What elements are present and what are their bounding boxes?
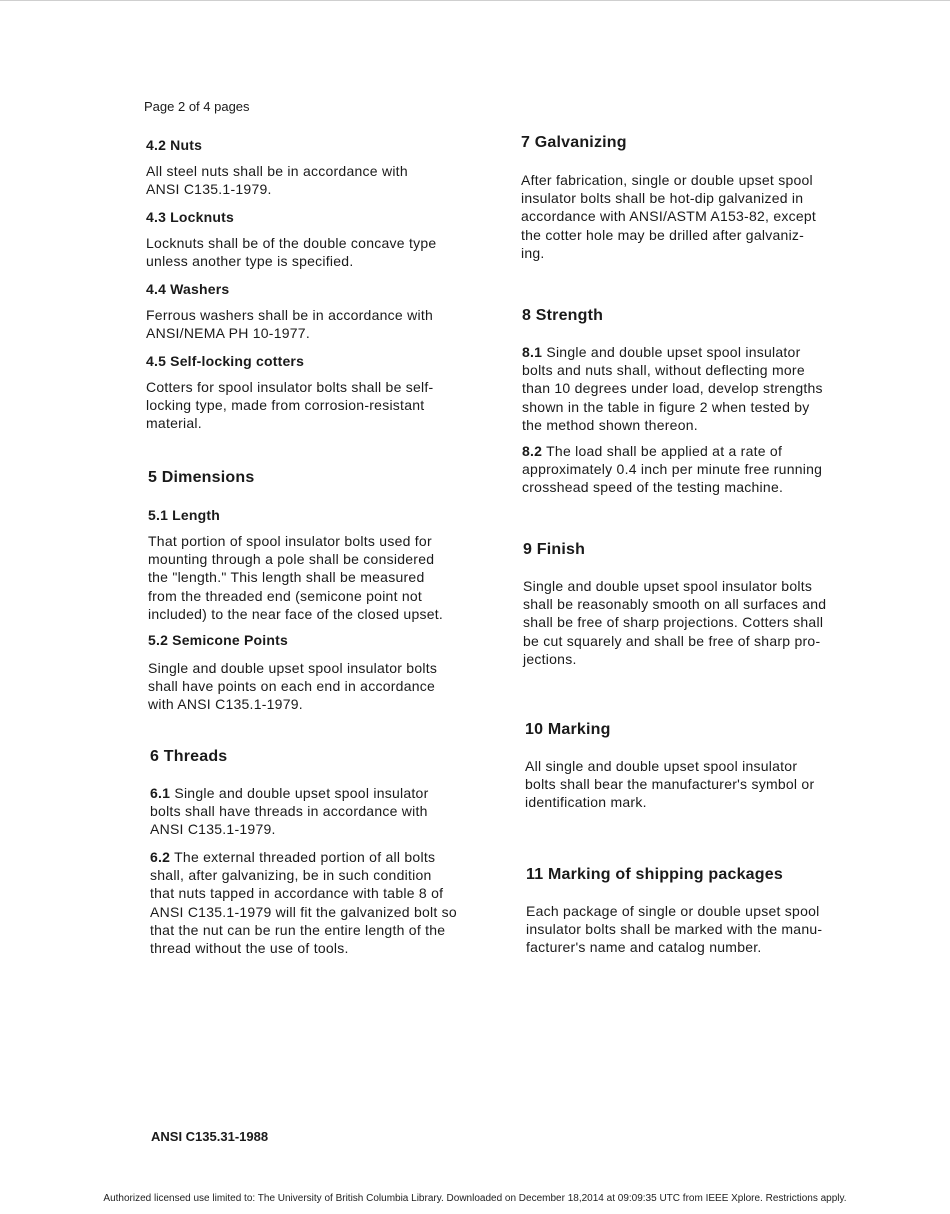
paragraph-8-2-number: 8.2 (522, 443, 543, 459)
top-border-line (0, 0, 950, 1)
heading-8-strength: 8 Strength (522, 307, 604, 324)
paragraph-7: After fabrication, single or double upset spool insulator bolts shall be hot-dip galvanized in accordance with ANSI/ASTM A153-82, except the cotter hole may be drilled after galvaniz- ing. (521, 172, 817, 261)
paragraph-6-1-number: 6.1 (150, 785, 171, 801)
standard-id: ANSI C135.31-1988 (151, 1129, 269, 1144)
paragraph-6-2 (150, 848, 488, 957)
paragraph-11: Each package of single or double upset spool insulator bolts shall be marked with the manu- facturer's name and catalog number. (526, 903, 823, 956)
paragraph-8-1-text: Single and double upset spool insulator bolts and nuts shall, without deflecting more than 10 degrees under load, develop strengths shown in the table in figure 2 when tested by the method shown thereon. (522, 344, 823, 433)
paragraph-6-2-number: 6.2 (150, 849, 171, 865)
paragraph-4-2: All steel nuts shall be in accordance with ANSI C135.1-1979. (146, 163, 408, 198)
paragraph-6-1-text: Single and double upset spool insulator bolts shall have threads in accordance with ANSI C135.1-1979. (150, 785, 429, 838)
paragraph-6-2-text: The external threaded portion of all bolts shall, after galvanizing, be in such condition that nuts tapped in accordance with table 8 of ANSI C135.1-1979 will fit the galvanized bolt so that the nut can be run the entire length of the thread without the use of tools. (150, 849, 457, 957)
paragraph-10: All single and double upset spool insulator bolts shall bear the manufacturer's symbol or identification mark. (525, 758, 815, 811)
heading-4-5-self-locking-cotters: 4.5 Self-locking cotters (146, 353, 305, 369)
heading-4-3-locknuts: 4.3 Locknuts (146, 209, 234, 225)
heading-4-4-washers: 4.4 Washers (146, 281, 230, 297)
license-notice: Authorized licensed use limited to: The University of British Columbia Library. Downloaded on December 18,2014 at 09:09:35 UTC from IEEE Xplore. Restrictions apply. (103, 1193, 847, 1204)
paragraph-4-4: Ferrous washers shall be in accordance with ANSI/NEMA PH 10-1977. (146, 307, 433, 342)
heading-7-galvanizing: 7 Galvanizing (521, 134, 627, 151)
paragraph-5-2: Single and double upset spool insulator bolts shall have points on each end in accordance with ANSI C135.1-1979. (148, 660, 438, 713)
heading-4-2-nuts: 4.2 Nuts (146, 137, 203, 153)
heading-6-threads: 6 Threads (150, 748, 228, 765)
heading-5-2-semicone-points: 5.2 Semicone Points (148, 632, 288, 648)
paragraph-8-2-text: The load shall be applied at a rate of approximately 0.4 inch per minute free running crosshead speed of the testing machine. (522, 443, 823, 496)
page-number: Page 2 of 4 pages (144, 99, 250, 114)
heading-11-marking-shipping-packages: 11 Marking of shipping packages (526, 866, 783, 883)
paragraph-5-1: That portion of spool insulator bolts used for mounting through a pole shall be considered the "length." This length shall be measured from the threaded end (semicone point not included) to the near face of the closed upset. (148, 533, 444, 622)
paragraph-9: Single and double upset spool insulator bolts shall be reasonably smooth on all surfaces and shall be free of sharp projections. Cotters shall be cut squarely and shall be free of sharp pro- jections. (523, 578, 827, 667)
heading-5-dimensions: 5 Dimensions (148, 469, 255, 486)
heading-10-marking: 10 Marking (525, 721, 611, 738)
paragraph-8-2 (522, 442, 860, 497)
heading-9-finish: 9 Finish (523, 541, 586, 558)
paragraph-4-5: Cotters for spool insulator bolts shall be self- locking type, made from corrosion-resistant material. (146, 379, 434, 432)
paragraph-8-1-number: 8.1 (522, 344, 543, 360)
paragraph-4-3: Locknuts shall be of the double concave type unless another type is specified. (146, 235, 437, 270)
heading-5-1-length: 5.1 Length (148, 507, 221, 523)
paragraph-6-1 (150, 784, 488, 839)
paragraph-8-1 (522, 343, 860, 434)
